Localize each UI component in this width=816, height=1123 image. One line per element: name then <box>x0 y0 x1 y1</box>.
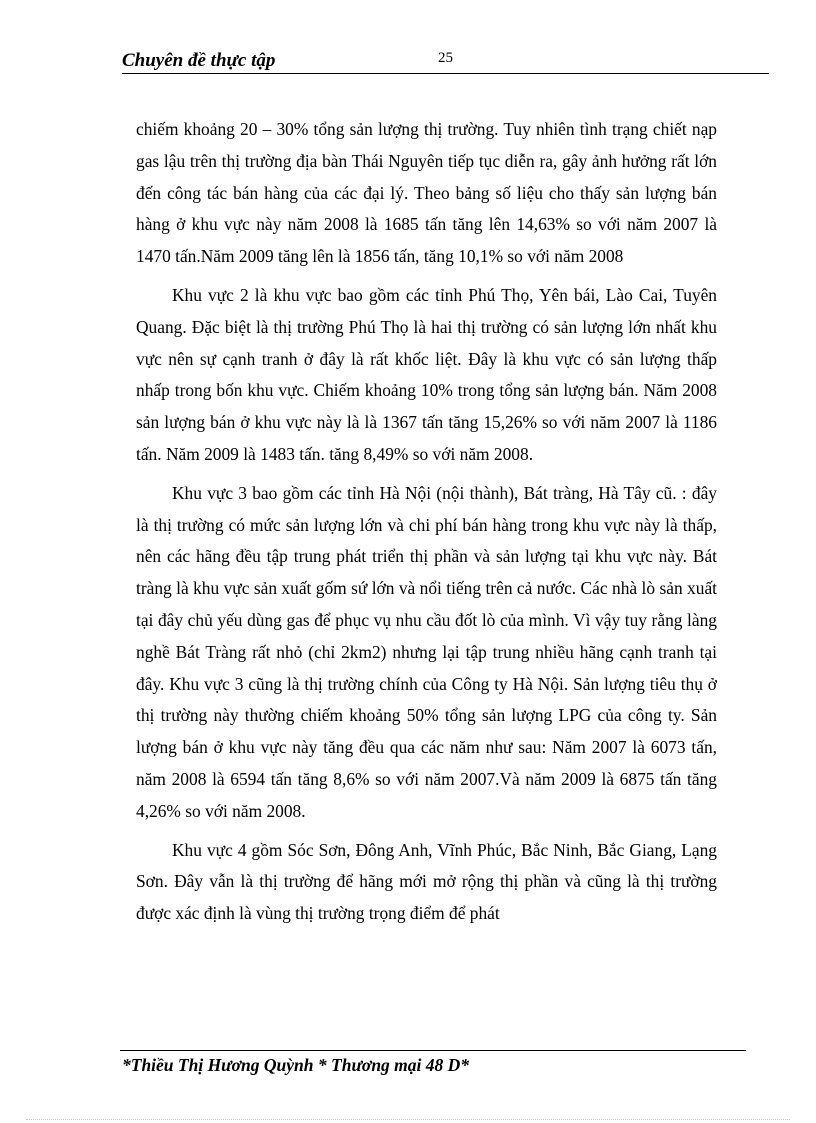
paragraph-continuation: chiếm khoảng 20 – 30% tổng sản lượng thị trường. Tuy nhiên tình trạng chiết nạp gas lậu trên thị trường địa bàn Thái Nguyên tiếp tục diễn ra, gây ảnh hưởng rất lớn đến công tác bán hàng của các đại lý. Theo bảng số liệu cho thấy sản lượng bán hàng ở khu vực này năm 2008 là 1685 tấn tăng lên 14,63% so với năm 2007 là 1470 tấn.Năm 2009 tăng lên là 1856 tấn, tăng 10,1% so với năm 2008 <box>136 119 717 267</box>
paragraph-region-3: Khu vực 3 bao gồm các tỉnh Hà Nội (nội thành), Bát tràng, Hà Tây cũ. : đây là thị trường có mức sản lượng lớn và chi phí bán hàng trong khu vực này là thấp, nên các hãng đều tập trung phát triển thị phần và sản lượng tại khu vực này. Bát tràng là khu vực sản xuất gốm sứ lớn và nổi tiếng trên cả nước. Các nhà lò sản xuất tại đây chủ yếu dùng gas để phục vụ nhu cầu đốt lò của mình. Vì vậy tuy rằng làng nghề Bát Tràng rất nhỏ (chỉ 2km2) nhưng lại tập trung nhiều hãng cạnh tranh tại đây. Khu vực 3 cũng là thị trường chính của Công ty Hà Nội. Sản lượng tiêu thụ ở thị trường này thường chiếm khoảng 50% tổng sản lượng LPG của công ty. Sản lượng bán ở khu vực này tăng đều qua các năm như sau: Năm 2007 là 6073 tấn, năm 2008 là 6594 tấn tăng 8,6% so với năm 2007.Và năm 2009 là 6875 tấn tăng 4,26% so với năm 2008. <box>136 482 717 821</box>
paragraph-region-4: Khu vực 4 gồm Sóc Sơn, Đông Anh, Vĩnh Phúc, Bắc Ninh, Bắc Giang, Lạng Sơn. Đây vẫn là thị trường để hãng mới mở rộng thị phần và cũng là thị trường được xác định là vùng thị trường trọng điểm để phát <box>136 839 717 924</box>
page-number: 25 <box>438 50 453 66</box>
page-header <box>122 48 770 72</box>
body-text <box>136 114 717 930</box>
footer-divider <box>120 1050 746 1051</box>
header-title: Chuyên đề thực tập <box>122 50 276 71</box>
paragraph-region-2: Khu vực 2 là khu vực bao gồm các tỉnh Phú Thọ, Yên bái, Lào Cai, Tuyên Quang. Đặc biệt là thị trường Phú Thọ là hai thị trường có sản lượng lớn nhất khu vực nên sự cạnh tranh ở đây là rất khốc liệt. Đây là khu vực có sản lượng thấp nhấp trong bốn khu vực. Chiếm khoảng 10% trong tổng sản lượng bán. Năm 2008 sản lượng bán ở khu vực này là là 1367 tấn tăng 15,26% so với năm 2007 là 1186 tấn. Năm 2009 là 1483 tấn. tăng 8,49% so với năm 2008. <box>136 284 717 464</box>
header-divider <box>122 73 769 74</box>
page-bottom-edge <box>26 1119 790 1120</box>
footer-text: *Thiều Thị Hương Quỳnh * Thương mại 48 D* <box>122 1055 470 1075</box>
